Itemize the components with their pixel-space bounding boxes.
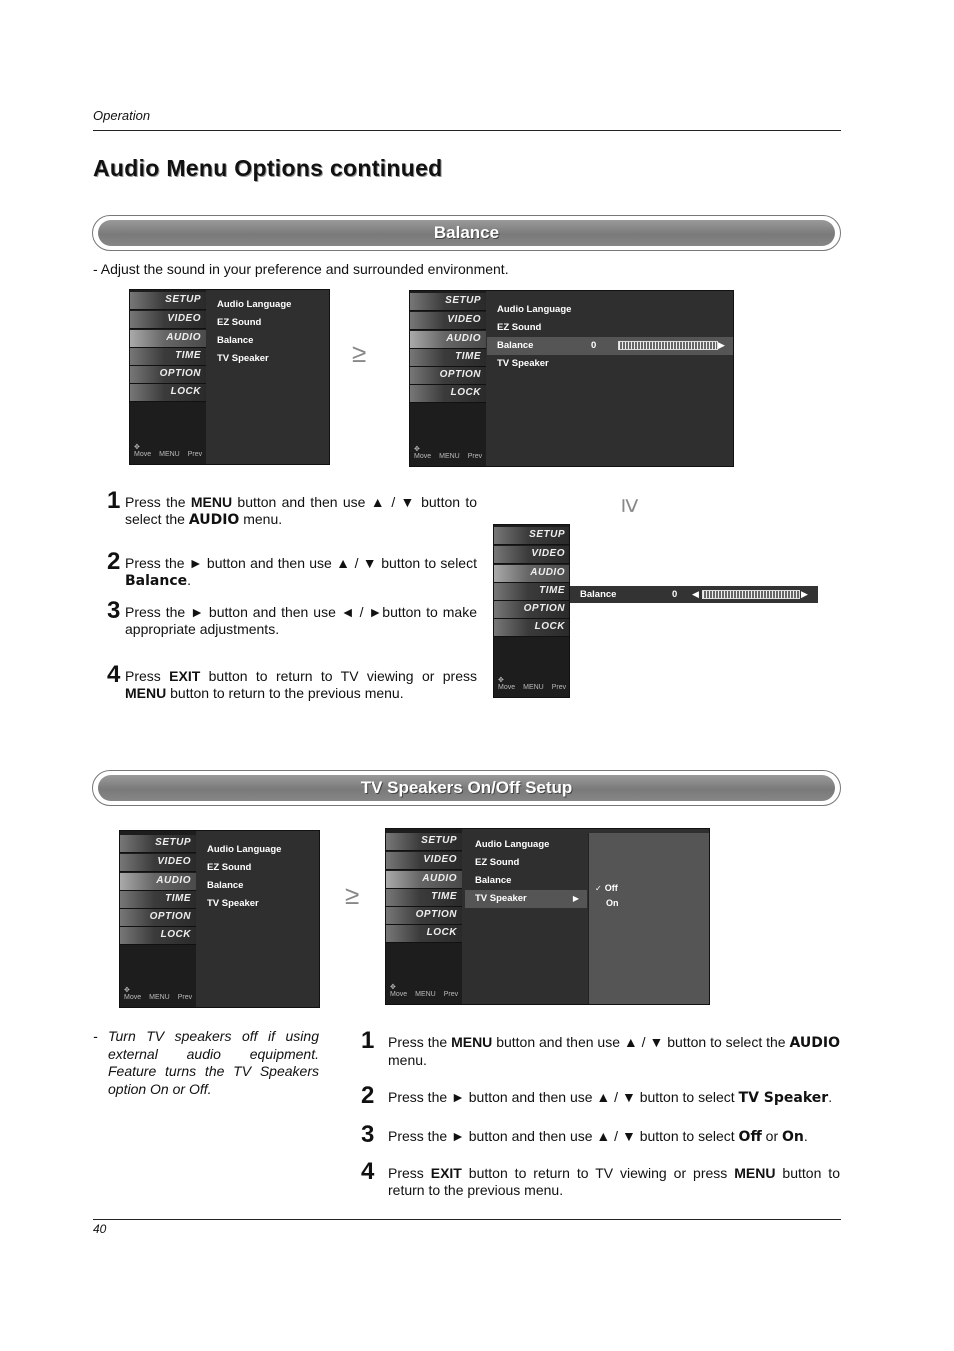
speaker-option-off: ✓ Off [595, 883, 618, 893]
osd-menu-video: VIDEO [494, 546, 570, 564]
osd-menu-audio: AUDIO [386, 871, 462, 889]
balance-slider-bar [618, 341, 718, 350]
osd-menu-lock: LOCK [130, 384, 206, 402]
speaker-step-1: 1 Press the MENU button and then use ▲ / ▼ button to select the AUDIO menu. [361, 1027, 841, 1068]
osd-footer: ✥ Move MENU Prev [498, 677, 567, 691]
osd-tv-speaker-row: TV Speaker ▶ [465, 890, 587, 908]
balance-step-4: 4 Press EXIT button to return to TV viewing or press MENU button to return to the previous menu. [107, 661, 477, 701]
osd-side-menu [120, 831, 196, 1007]
osd-footer: ✥ Move MENU Prev [134, 444, 203, 458]
osd-menu-lock: LOCK [410, 385, 486, 403]
speaker-step-2: 2 Press the ► button and then use ▲ / ▼ button to select TV Speaker. [361, 1082, 833, 1109]
osd-menu-video: VIDEO [410, 312, 486, 330]
osd-menu-setup: SETUP [410, 293, 486, 311]
osd-menu-video: VIDEO [130, 311, 206, 329]
osd-audio-list: Audio Language EZ Sound Balance TV Speaker [207, 844, 282, 909]
osd-audio-menu-2 [409, 290, 734, 467]
osd-side-menu [130, 290, 206, 464]
osd-side-menu [410, 291, 486, 466]
footer-rule [93, 1219, 841, 1220]
osd-menu-setup: SETUP [120, 835, 196, 853]
osd-menu-lock: LOCK [494, 619, 570, 637]
osd-audio-menu-3 [119, 830, 320, 1008]
osd-menu-audio: AUDIO [410, 331, 486, 349]
osd-menu-audio: AUDIO [120, 873, 196, 891]
speaker-option-on: On [606, 898, 619, 908]
osd-menu-option: OPTION [494, 601, 570, 619]
osd-footer: ✥ Move MENU Prev [390, 984, 459, 998]
osd-balance-strip: Balance 0 ◀ ▶ [570, 586, 818, 603]
osd-menu-lock: LOCK [120, 927, 196, 945]
osd-footer: ✥ Move MENU Prev [124, 987, 193, 1001]
osd-menu-video: VIDEO [120, 854, 196, 872]
page-number: 40 [93, 1222, 107, 1236]
right-triangle-icon: ▶ [801, 589, 808, 599]
osd-menu-option: OPTION [386, 907, 462, 925]
osd-menu-audio: AUDIO [130, 330, 206, 348]
next-arrow-icon: ≥ [345, 880, 360, 910]
balance-banner-label: Balance [98, 220, 835, 246]
section-header: Operation [93, 108, 151, 123]
balance-step-2: 2 Press the ► button and then use ▲ / ▼ button to select Balance. [107, 548, 477, 589]
osd-menu-setup: SETUP [494, 527, 570, 545]
osd-tv-speaker-menu [385, 828, 710, 1005]
osd-menu-option: OPTION [120, 909, 196, 927]
balance-slider-bar [702, 590, 800, 599]
osd-menu-time: TIME [410, 349, 486, 367]
osd-menu-video: VIDEO [386, 852, 462, 870]
page-title: Audio Menu Options continued [93, 155, 443, 181]
osd-menu-time: TIME [386, 889, 462, 907]
osd-balance-screen [493, 524, 570, 698]
osd-balance-row: Balance 0 [487, 337, 734, 355]
osd-audio-list: Audio Language EZ Sound Balance 0 TV Speaker [487, 301, 734, 373]
osd-menu-setup: SETUP [130, 292, 206, 310]
osd-menu-time: TIME [130, 348, 206, 366]
balance-banner [92, 215, 841, 251]
osd-menu-option: OPTION [410, 367, 486, 385]
osd-audio-menu-1 [129, 289, 330, 465]
speaker-step-3: 3 Press the ► button and then use ▲ / ▼ button to select Off or On. [361, 1121, 808, 1148]
osd-menu-time: TIME [120, 891, 196, 909]
osd-speaker-submenu [588, 833, 710, 1005]
header-rule [93, 130, 841, 131]
balance-step-3: 3 Press the ► button and then use ◄ / ►button to make appropriate adjustments. [107, 597, 477, 637]
tv-speakers-banner [92, 770, 841, 806]
osd-footer: ✥ Move MENU Prev [414, 446, 483, 460]
check-icon: ✓ [595, 884, 602, 893]
tv-speakers-banner-label: TV Speakers On/Off Setup [98, 775, 835, 801]
osd-menu-audio: AUDIO [494, 565, 570, 583]
osd-menu-time: TIME [494, 583, 570, 601]
osd-menu-option: OPTION [130, 366, 206, 384]
left-triangle-icon: ◀ [692, 589, 699, 599]
osd-menu-lock: LOCK [386, 925, 462, 943]
down-arrow-icon: ≥ [616, 498, 647, 513]
balance-description: - Adjust the sound in your preference and surrounded environment. [93, 261, 509, 277]
osd-side-menu [494, 525, 570, 697]
next-arrow-icon: ≥ [352, 338, 367, 368]
speaker-step-4: 4 Press EXIT button to return to TV viewing or press MENU button to return to the previous menu. [361, 1158, 840, 1198]
osd-audio-list: Audio Language EZ Sound Balance TV Speaker ▶ [465, 836, 587, 908]
balance-step-1: 1 Press the MENU button and then use ▲ / ▼ button to select the AUDIO menu. [107, 487, 478, 528]
osd-menu-setup: SETUP [386, 833, 462, 851]
right-triangle-icon: ▶ [718, 340, 725, 350]
osd-audio-list: Audio Language EZ Sound Balance TV Speaker [217, 299, 292, 364]
osd-side-menu [386, 829, 462, 1004]
